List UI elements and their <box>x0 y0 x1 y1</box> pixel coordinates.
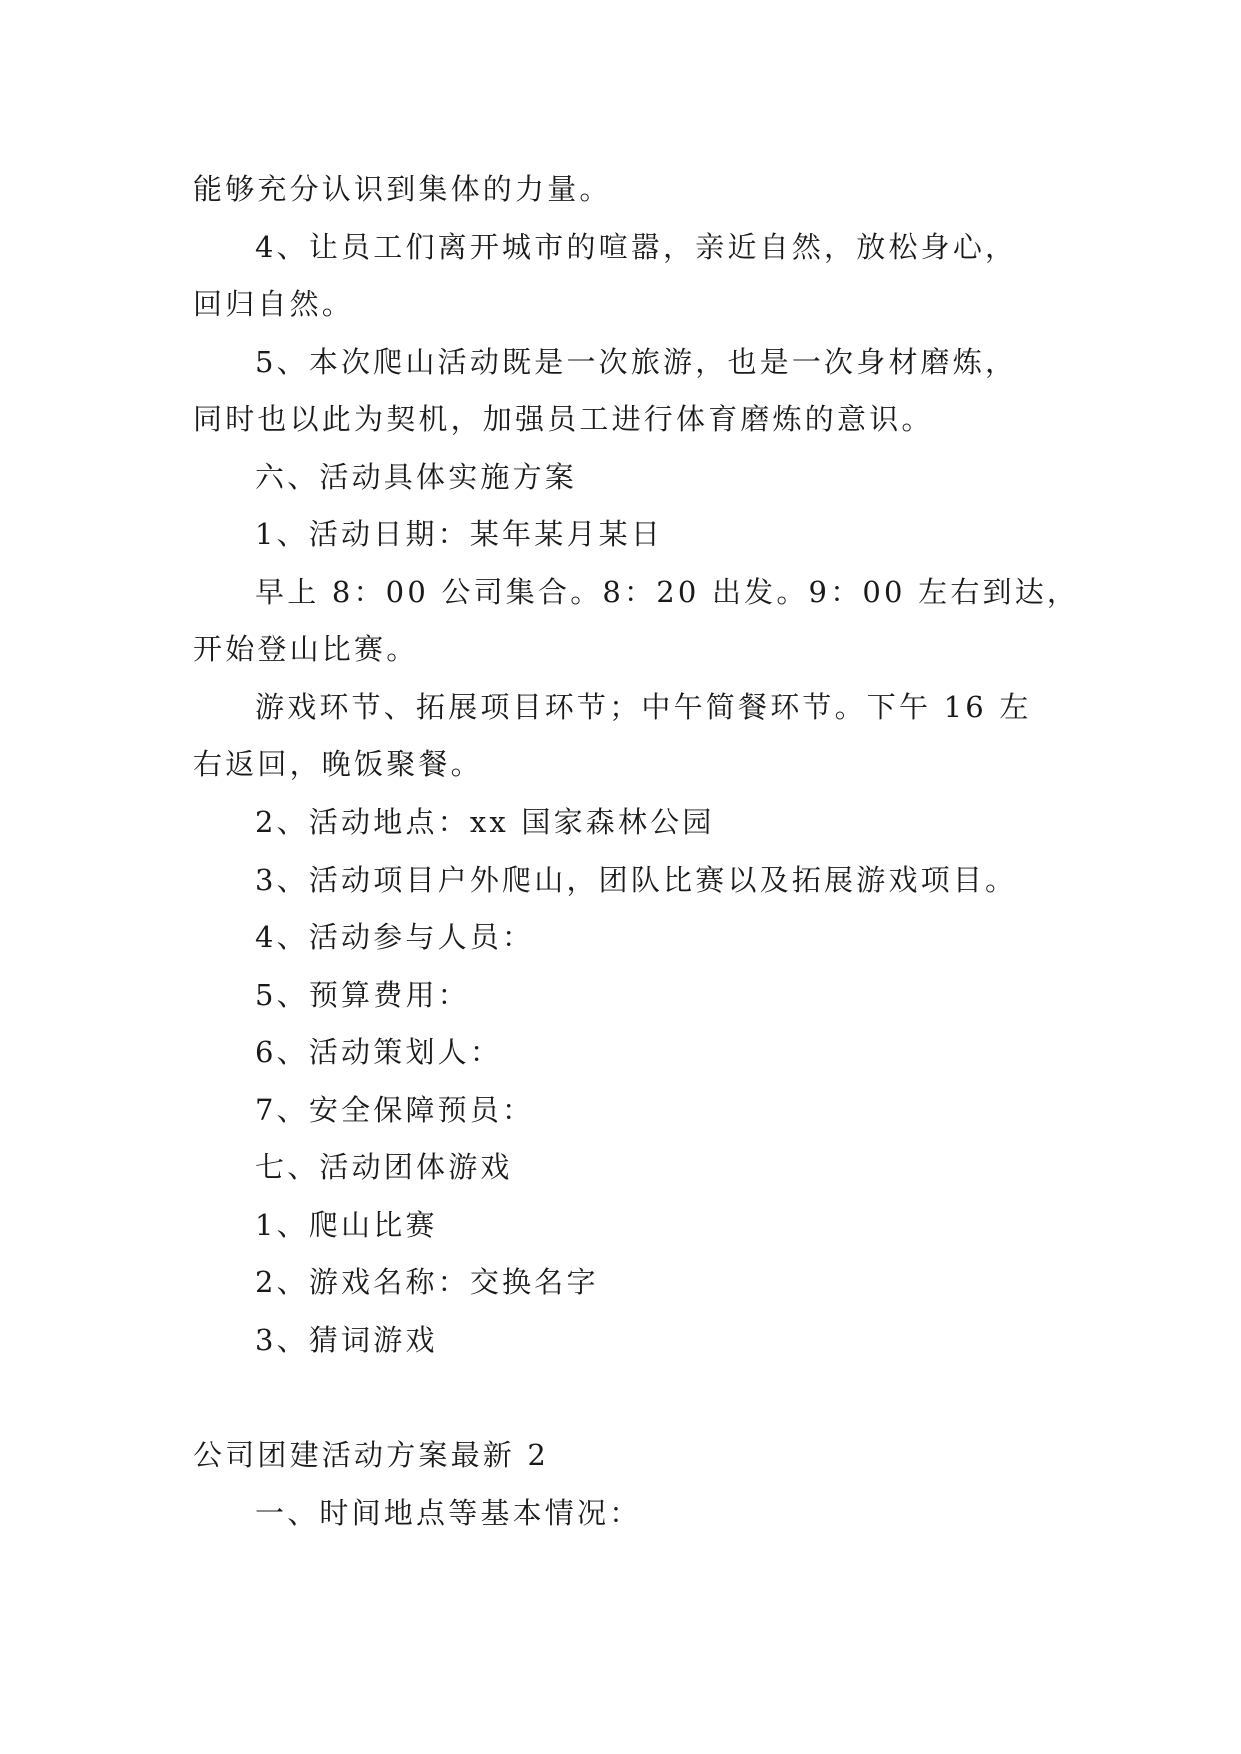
paragraph-line: 游戏环节、拓展项目环节；中午简餐环节。下午 16 左 <box>255 690 1032 724</box>
paragraph-line: 3、猜词游戏 <box>255 1323 438 1357</box>
paragraph-line: 4、让员工们离开城市的喧嚣，亲近自然，放松身心， <box>255 230 1018 264</box>
section-heading: 一、时间地点等基本情况： <box>255 1496 642 1530</box>
paragraph-line: 能够充分认识到集体的力量。 <box>193 172 612 206</box>
paragraph-line: 3、活动项目户外爬山，团队比赛以及拓展游戏项目。 <box>255 863 1018 897</box>
paragraph-line: 5、预算费用： <box>255 978 470 1012</box>
paragraph-line: 早上 8：00 公司集合。8：20 出发。9：00 左右到达， <box>255 575 1080 609</box>
paragraph-line: 1、活动日期：某年某月某日 <box>255 517 664 551</box>
paragraph-line: 4、活动参与人员： <box>255 920 535 954</box>
paragraph-line: 右返回，晚饭聚餐。 <box>193 747 483 781</box>
paragraph-line: 开始登山比赛。 <box>193 632 419 666</box>
paragraph-line: 7、安全保障预员： <box>255 1093 535 1127</box>
paragraph-line: 5、本次爬山活动既是一次旅游，也是一次身材磨炼， <box>255 345 1018 379</box>
section-heading: 六、活动具体实施方案 <box>255 460 578 494</box>
paragraph-line: 回归自然。 <box>193 287 355 321</box>
document-title: 公司团建活动方案最新 2 <box>193 1438 550 1472</box>
paragraph-line: 1、爬山比赛 <box>255 1208 438 1242</box>
section-heading: 七、活动团体游戏 <box>255 1150 513 1184</box>
paragraph-line: 6、活动策划人： <box>255 1035 503 1069</box>
paragraph-line: 2、活动地点：xx 国家森林公园 <box>255 805 715 839</box>
paragraph-line: 同时也以此为契机，加强员工进行体育磨炼的意识。 <box>193 402 934 436</box>
paragraph-line: 2、游戏名称：交换名字 <box>255 1265 599 1299</box>
